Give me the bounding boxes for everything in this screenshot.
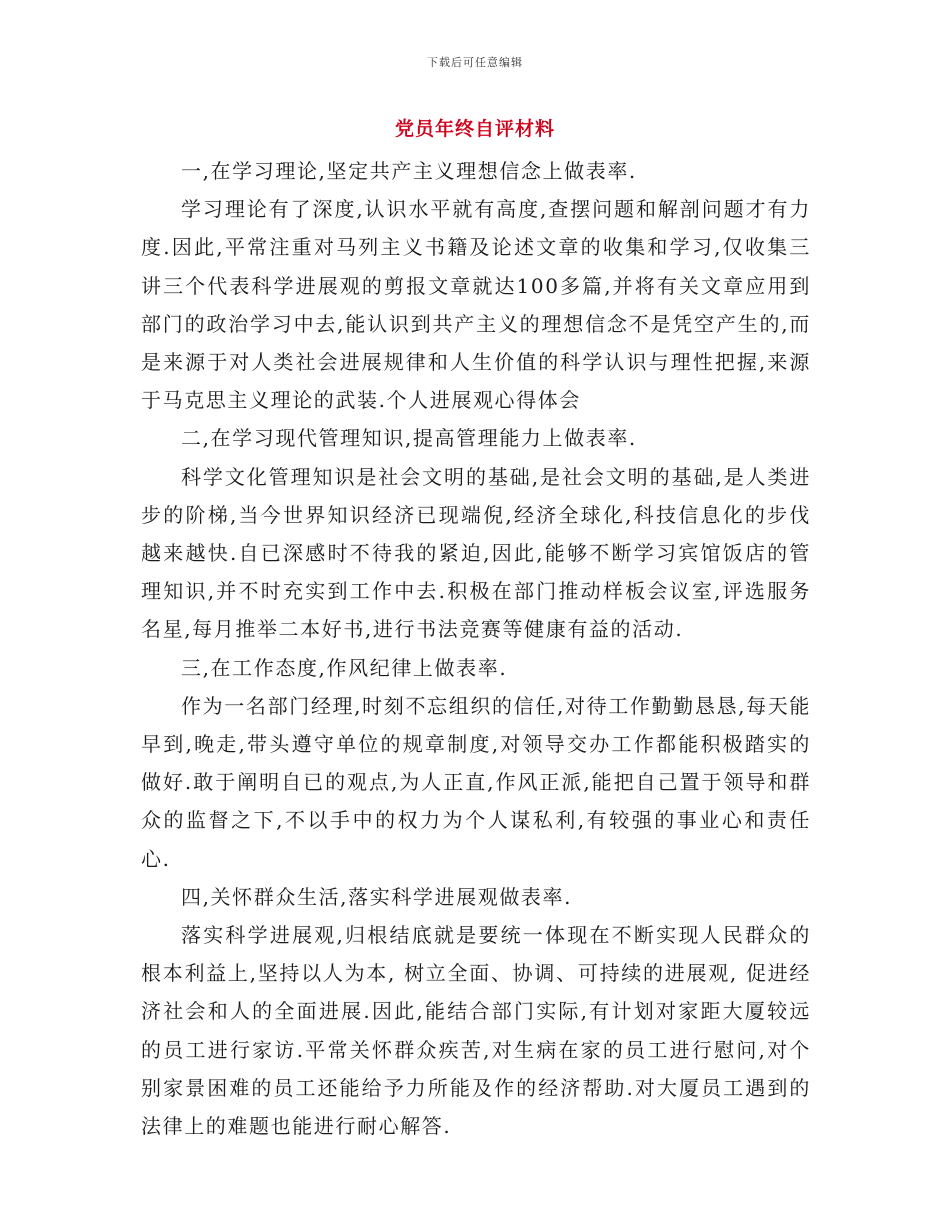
paragraph-section-4: 落实科学进展观,归根结底就是要统一体现在不断实现人民群众的根本利益上,坚持以人为本, 树立全面、协调、可持续的进展观, 促进经济社会和人的全面进展.因此,能结合部门实际,有计划对家距大厦较远的员工进行家访.平常关怀群众疾苦,对生病在家的员工进行慰问,对个别家景困难的员工还能给予力所能及作的经济帮助.对大厦员工遇到的法律上的难题也能进行耐心解答.	[141, 923, 811, 1139]
heading-section-4: 四,关怀群众生活,落实科学进展观做表率.	[181, 884, 573, 909]
header-note: 下载后可任意编辑	[427, 56, 523, 69]
paragraph-section-2: 科学文化管理知识是社会文明的基础,是社会文明的基础,是人类进步的阶梯,当今世界知识经济已现端倪,经济全球化,科技信息化的步伐越来越快.自已深感时不待我的紧迫,因此,能够不断学习宾馆饭店的管理知识,并不时充实到工作中去.积极在部门推动样板会议室,评选服务名星,每月推举二本好书,进行书法竞赛等健康有益的活动.	[141, 464, 811, 642]
heading-section-3: 三,在工作态度,作风纪律上做表率.	[181, 655, 508, 680]
heading-section-1: 一,在学习理论,坚定共产主义理想信念上做表率.	[181, 159, 637, 183]
heading-section-2: 二,在学习现代管理知识,提高管理能力上做表率.	[181, 426, 637, 451]
paragraph-section-1: 学习理论有了深度,认识水平就有高度,查摆问题和解剖问题才有力度.因此,平常注重对马列主义书籍及论述文章的收集和学习,仅收集三讲三个代表科学进展观的剪报文章就达100多篇,并将有关文章应用到部门的政治学习中去,能认识到共产主义的理想信念不是凭空产生的,而是来源于对人类社会进展规律和人生价值的科学认识与理性把握,来源于马克思主义理论的武装.个人进展观心得体会	[141, 197, 811, 413]
document-title: 党员年终自评材料	[394, 118, 555, 140]
document-body	[141, 152, 811, 1145]
paragraph-section-3: 作为一名部门经理,时刻不忘组织的信任,对待工作勤勤恳恳,每天能早到,晚走,带头遵守单位的规章制度,对领导交办工作都能积极踏实的做好.敢于阐明自已的观点,为人正直,作风正派,能把自己置于领导和群众的监督之下,不以手中的权力为个人谋私利,有较强的事业心和责任心.	[141, 693, 811, 871]
